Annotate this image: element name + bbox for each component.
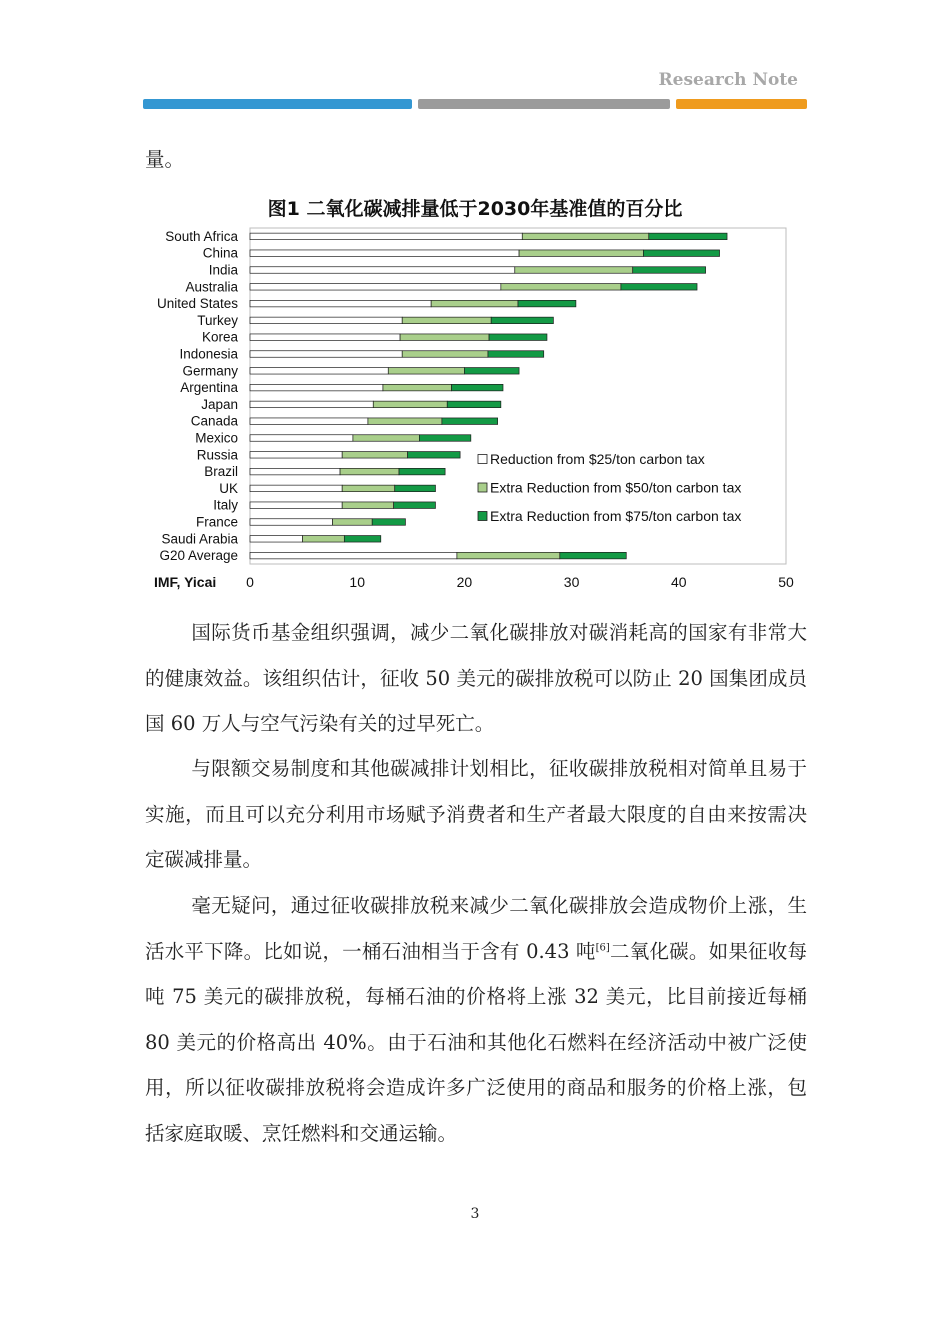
category-label: G20 Average (159, 548, 238, 564)
bar-segment (442, 418, 498, 425)
paragraph-3 (145, 883, 807, 1156)
category-label: Brazil (204, 464, 238, 480)
bar-segment (250, 485, 342, 492)
bar-segment (649, 233, 727, 240)
paragraph-3-text-b: 二氧化碳。如果征收每吨 75 美元的碳排放税，每桶石油的价格将上涨 32 美元，比目前接近每桶 80 美元的价格高出 40%。由于石油和其他化石燃料在经济活动中被广泛使用，所以征收碳排放税将会造成许多广泛使用的商品和服务的价格上涨，包括家庭取暖、烹饪燃料和交通运输。 (145, 939, 807, 1145)
bar-segment (395, 485, 436, 492)
bar-segment (643, 250, 719, 257)
category-label: Australia (185, 279, 238, 295)
header-bar-blue (143, 99, 412, 109)
bar-segment (342, 485, 395, 492)
category-label: United States (156, 296, 238, 312)
legend (478, 451, 741, 524)
bar-segment (464, 368, 519, 375)
bar-segment (250, 250, 519, 257)
legend-swatch (478, 512, 487, 521)
header-bar-gray (418, 99, 670, 109)
category-labels (157, 229, 239, 563)
bar-segment (518, 300, 576, 307)
category-label: China (202, 245, 238, 261)
source-label: IMF, Yicai (154, 574, 217, 590)
legend-swatch (478, 483, 487, 492)
bar-segment (447, 401, 501, 408)
bar-segment (621, 284, 697, 291)
bar-segment (488, 351, 544, 358)
category-label: Germany (182, 363, 238, 379)
bar-chart (140, 222, 810, 602)
bar-segment (400, 334, 489, 341)
bar-segment (519, 250, 643, 257)
category-label: Korea (201, 329, 238, 345)
bar-segment (250, 452, 342, 459)
header-bar-orange (676, 99, 807, 109)
paragraph-2-text: 与限额交易制度和其他碳减排计划相比，征收碳排放税相对简单且易于实施，而且可以充分利用市场赋予消费者和生产者最大限度的自由来按需决定碳减排量。 (145, 757, 807, 871)
bar-segment (342, 452, 407, 459)
legend-label: Extra Reduction from $75/ton carbon tax (490, 507, 742, 524)
paragraph-1-text: 国际货币基金组织强调，减少二氧化碳排放对碳消耗高的国家有非常大的健康效益。该组织估计，征收 50 美元的碳排放税可以防止 20 国集团成员国 60 万人与空气污染有关的过早死亡。 (145, 621, 807, 735)
category-label: Saudi Arabia (161, 531, 238, 547)
bar-segment (250, 334, 400, 341)
bar-segment (452, 384, 503, 391)
paragraph-3-text-a: 毫无疑问，通过征收碳排放税来减少二氧化碳排放会造成物价上涨，生活水平下降。比如说，一桶石油相当于含有 0.43 吨 (145, 894, 807, 963)
x-axis-ticks (246, 574, 794, 590)
x-tick-label: 30 (563, 574, 580, 590)
bar-segment (333, 519, 373, 526)
bar-segment (303, 536, 345, 543)
bar-segment (250, 468, 340, 475)
header-label: Research Note (658, 70, 798, 90)
category-label: UK (219, 480, 238, 496)
footnote-ref[interactable]: [6] (595, 942, 610, 953)
category-label: Japan (201, 396, 238, 412)
bar-segment (250, 519, 333, 526)
category-label: Indonesia (179, 346, 238, 362)
bar-segment (250, 502, 342, 509)
bar-segment (501, 284, 621, 291)
x-tick-label: 50 (778, 574, 794, 590)
paragraph-continuation: 量。 (145, 148, 185, 171)
category-label: South Africa (165, 228, 238, 244)
bar-segment (408, 452, 461, 459)
legend-label: Reduction from $25/ton carbon tax (490, 450, 705, 467)
legend-label: Extra Reduction from $50/ton carbon tax (490, 479, 742, 496)
bar-segment (431, 300, 518, 307)
bar-segment (560, 552, 626, 559)
bar-segment (402, 351, 488, 358)
bar-segment (250, 384, 383, 391)
x-tick-label: 40 (671, 574, 687, 590)
bar-segment (419, 435, 470, 442)
category-label: Argentina (180, 380, 238, 396)
bar-segment (340, 468, 399, 475)
category-label: Italy (213, 497, 238, 513)
legend-swatch (478, 455, 487, 464)
category-label: France (195, 514, 238, 530)
bar-segment (394, 502, 436, 509)
category-label: Russia (196, 447, 238, 463)
category-label: Canada (190, 413, 238, 429)
x-tick-label: 0 (246, 574, 254, 590)
bar-segment (250, 317, 402, 324)
bar-segment (457, 552, 560, 559)
bar-segment (491, 317, 553, 324)
bar-segment (383, 384, 452, 391)
bar-segment (250, 300, 431, 307)
bar-segment (402, 317, 491, 324)
bar-segment (353, 435, 419, 442)
bar-segment (344, 536, 380, 543)
bar-segment (633, 267, 706, 274)
x-tick-label: 10 (349, 574, 365, 590)
x-tick-label: 20 (456, 574, 473, 590)
paragraph-1 (145, 610, 807, 747)
bar-segment (489, 334, 547, 341)
bar-segment (250, 233, 522, 240)
bar-segment (250, 552, 457, 559)
bar-segment (250, 284, 501, 291)
category-label: India (208, 262, 238, 278)
bar-segment (250, 267, 515, 274)
category-label: Mexico (195, 430, 238, 446)
bar-segment (388, 368, 464, 375)
bar-segment (399, 468, 445, 475)
bar-segment (368, 418, 442, 425)
bar-segment (250, 401, 373, 408)
bar-segment (342, 502, 393, 509)
paragraph-2 (145, 746, 807, 883)
bar-segment (373, 401, 447, 408)
chart-title: 图1 二氧化碳减排量低于2030年基准值的百分比 (267, 198, 683, 220)
bar-segment (250, 435, 353, 442)
page-number: 3 (470, 1206, 480, 1222)
bar-segment (250, 418, 368, 425)
bar-segment (372, 519, 405, 526)
bar-segment (250, 351, 402, 358)
bar-segment (522, 233, 648, 240)
bar-segment (250, 536, 303, 543)
bar-segment (515, 267, 633, 274)
category-label: Turkey (197, 312, 238, 328)
bar-segment (250, 368, 388, 375)
